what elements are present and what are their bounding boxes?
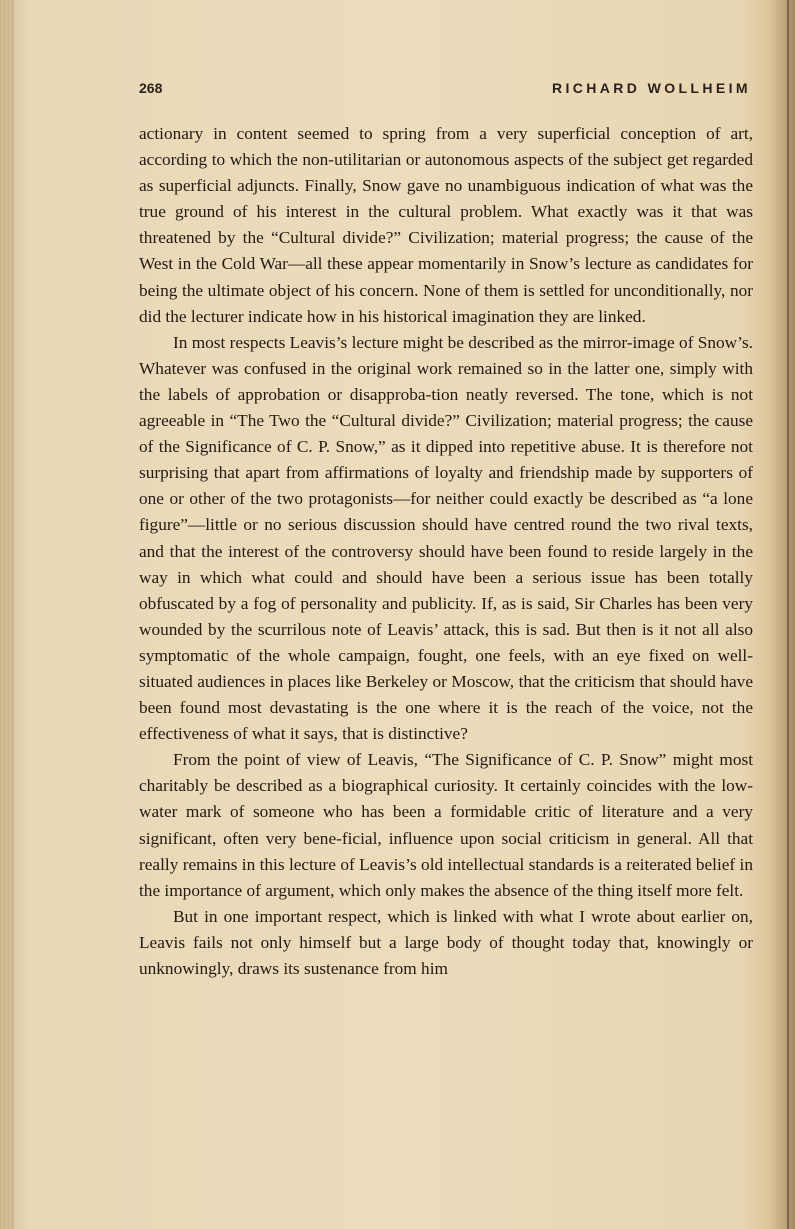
page-binding-edge: [787, 0, 789, 1229]
page-right-shadow: [769, 0, 795, 1229]
paragraph: But in one important respect, which is linked with what I wrote about earlier on, Leavis fails not only himself but a large body of thought today that, knowingly or unknowingly, draws its sustenance from him: [139, 906, 753, 978]
page-left-edge: [0, 0, 14, 1229]
page-number: 268: [139, 80, 163, 96]
paragraph: actionary in content seemed to spring from a very superficial conception of art, according to which the non-utilitarian or autonomous aspects of the subject get regarded as superficial adjuncts. Finally, Snow gave no unambiguous indication of what was the true ground of his interest in the cultural problem. What exactly was it that was threatened by the “Cultural divide?” Civilization; material progress; the cause of the West in the Cold War—all these appear momentarily in Snow’s lecture as candidates for being the ultimate object of his concern. None of them is settled for unconditionally, nor did the lecturer indicate how in his historical imagination they are linked.: [139, 124, 753, 326]
paragraph: From the point of view of Leavis, “The Significance of C. P. Snow” might most charitably be described as a biographical curiosity. It certainly coincides with the low-water mark of someone who has been a formidable critic of literature and a very significant, often very bene-ficial, influence upon social criticism in general. All that really remains in this lecture of Leavis’s old intellectual standards is a reiterated belief in the importance of argument, which only makes the absence of the thing itself more felt.: [139, 750, 753, 900]
running-head: RICHARD WOLLHEIM: [551, 80, 751, 96]
body-text: [139, 121, 753, 982]
page-header: [139, 80, 751, 102]
paragraph: In most respects Leavis’s lecture might be described as the mirror-image of Snow’s. Whatever was confused in the original work remained so in the latter one, simply with the labels of approbation or disapproba-tion neatly reversed. The tone, which is not agreeable in “The Two the “Cultural divide?” Civilization; material progress; the cause of the Significance of C. P. Snow,” as it dipped into repetitive abuse. It is therefore not surprising that apart from affirmations of loyalty and friendship made by supporters of one or other of the two protagonists—for neither could exactly be described as “a lone figure”—little or no serious discussion should have centred round the two rival texts, and that the interest of the controversy should have been found to reside largely in the way in which what could and should have been a serious issue has been totally obfuscated by a fog of personality and publicity. If, as is said, Sir Charles has been very wounded by the scurrilous note of Leavis’ attack, this is sad. But then is it not all also symptomatic of the whole campaign, fought, one feels, with an eye fixed on well-situated audiences in places like Berkeley or Moscow, that the criticism that should have been found most devastating is the one where it is the reach of the voice, not the effectiveness of what it says, that is distinctive?: [139, 332, 753, 744]
